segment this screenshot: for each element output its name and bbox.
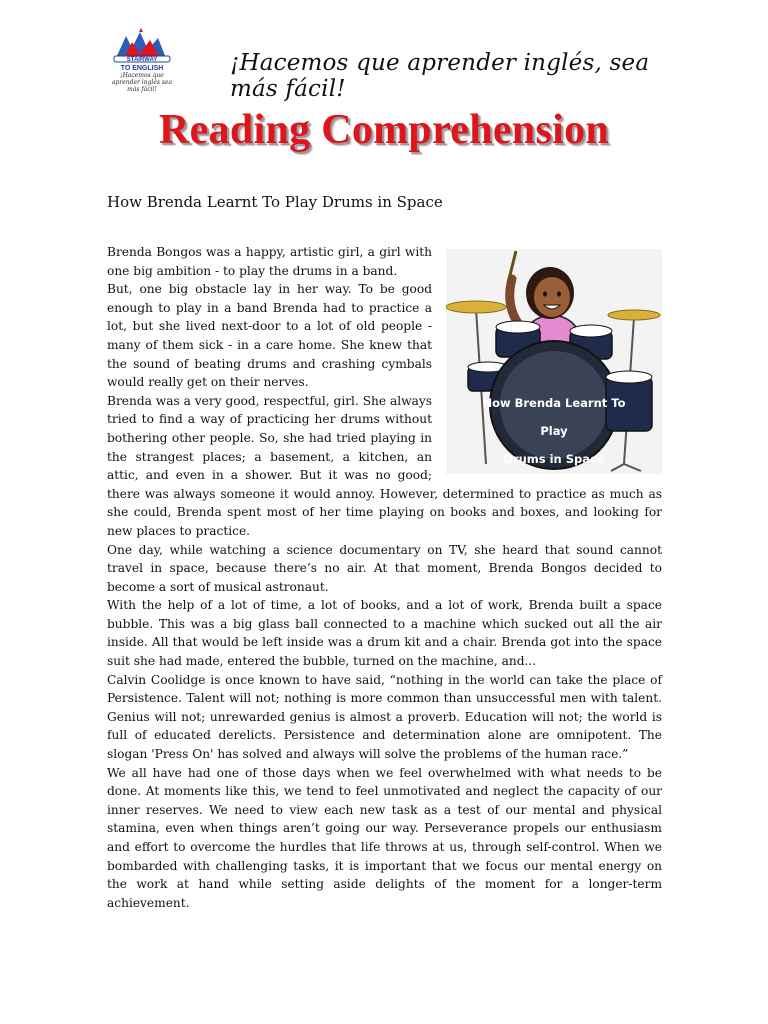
caption-line-1: How Brenda Learnt To Play — [482, 396, 626, 438]
paragraph: One day, while watching a science documentary on TV, she heard that sound cannot travel in space, because there’s no air. At that moment, Brenda Bongos decided to become a sort of musical astronaut. — [107, 542, 662, 594]
logo-subtitle: ¡Hacemos que aprender inglés sea más fácil! — [111, 72, 173, 93]
article-body — [107, 243, 662, 912]
caption-line-2: Drums in Space — [503, 452, 605, 466]
paragraph: Brenda Bongos was a happy, artistic girl, a girl with one big ambition - to play the drums in a band. — [107, 245, 432, 278]
story-title: How Brenda Learnt To Play Drums in Space — [107, 193, 443, 211]
paragraph: With the help of a lot of time, a lot of books, and a lot of work, Brenda built a space bubble. This was a big glass ball connected to a machine which sucked out all the air inside. All that would be left inside was a drum kit and a chair. Brenda got into the space suit she had made, entered the bubble, turned on the machine, and... — [107, 598, 662, 669]
header — [106, 28, 666, 102]
svg-text:TO ENGLISH: TO ENGLISH — [120, 65, 164, 72]
page-title: Reading Comprehension — [158, 107, 610, 153]
tagline: ¡Hacemos que aprender inglés, sea más fácil! — [230, 50, 650, 102]
paragraph: Brenda was a very good, respectful, girl. She always tried to find a way of practicing her drums without bothering other people. So, she had tried playing in the strangest places; a basement, a kitchen, an attic, and even in a shower. But it was no good; there was always someone it would annoy. However, determined to practice as much as she could, Brenda spent most of her time playing on books and boxes, and looking for new places to practice. — [107, 393, 662, 538]
paragraph: We all have had one of those days when we feel overwhelmed with what needs to be done. At moments like this, we tend to feel unmotivated and neglect the capacity of our inner reserves. We need to view each new task as a test of our mental and physical stamina, even when things aren’t going our way. Perseverance propels our enthusiasm and effort to overcome the hurdles that life throws at us, through self-control. When we bombarded with challenging tasks, it is important that we focus our mental energy on the work at hand while setting aside delights of the moment for a longer-term achievement. — [107, 765, 662, 910]
paragraph: But, one big obstacle lay in her way. To be good enough to play in a band Brenda had to practice a lot, but she lived next-door to a lot of old people - many of them sick - in a care home. She knew that the sound of beating drums and crashing cymbals would really get on their nerves. — [107, 282, 432, 390]
logo-mark-icon — [106, 28, 178, 74]
illustration-caption — [474, 389, 634, 473]
drummer-illustration — [446, 249, 662, 474]
svg-text:STAIRWAY: STAIRWAY — [126, 57, 158, 63]
stairway-logo — [106, 28, 178, 93]
paragraph: Calvin Coolidge is once known to have said, “nothing in the world can take the place of Persistence. Talent will not; nothing is more common than unsuccessful men with talent. Genius will not; unrewarded genius is almost a proverb. Education will not; the world is full of educated derelicts. Persistence and determination alone are omnipotent. The slogan 'Press On' has solved and always will solve the problems of the human race.” — [107, 672, 662, 762]
